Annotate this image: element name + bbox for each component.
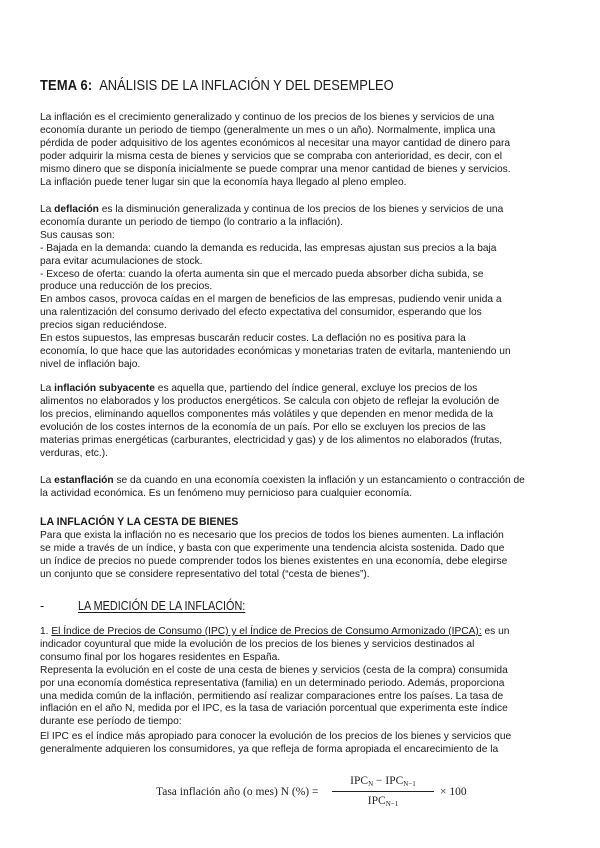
term-deflation: deflación xyxy=(54,204,99,215)
text-line: Representa la evolución en el coste de una cesta de bienes y servicios (cesta de la compra) consumida xyxy=(40,664,508,676)
text-line: la actividad económica. Es un fenómeno muy pernicioso para cualquier economía. xyxy=(40,487,413,499)
text-line: consumo final por los hogares residentes en España. xyxy=(40,651,281,663)
text-line: verduras, etc.). xyxy=(40,447,108,459)
text-line: poder adquirir la misma cesta de bienes y servicios que se compraba con anterioridad, es decir, con el xyxy=(40,150,503,162)
basket-paragraph xyxy=(40,530,562,582)
text-line: evolución de los costes internos de la economía de un país. Por ello se excluyen los precios de las xyxy=(40,421,486,433)
formula-lhs: Tasa inflación año (o mes) N (%) = xyxy=(156,786,319,798)
text-line: economía, lo que hace que las autoridades económicas y monetarias traten de evitarla, manteniendo un xyxy=(40,345,511,357)
text-line xyxy=(40,383,562,396)
text-line: indicador coyuntural que mide la evolución de los precios de los bienes y servicios destinados al xyxy=(40,638,475,650)
formula-operator: − xyxy=(373,775,386,787)
stagflation-paragraph xyxy=(40,475,562,501)
cpi-paragraph xyxy=(40,626,562,729)
text-line: - Exceso de oferta: cuando la oferta aumenta sin que el mercado pueda absorber dicha subida, se xyxy=(40,268,484,280)
formula-subscript: N−1 xyxy=(403,780,416,788)
text-line xyxy=(40,204,562,217)
text-line: una ralentización del consumo derivado del efecto expectativa del consumidor, esperando que los xyxy=(40,307,482,319)
section-heading-basket: LA INFLACIÓN Y LA CESTA DE BIENES xyxy=(40,516,239,528)
section-heading-measurement xyxy=(40,598,560,614)
text-line xyxy=(40,475,562,488)
text-line: Sus causas son: xyxy=(40,229,115,241)
formula-term: IPC xyxy=(350,775,369,787)
text-fragment: es un xyxy=(481,626,510,637)
text-line: economía durante un periodo de tiempo (lo contrario a la inflación). xyxy=(40,216,343,228)
text-line: por una economía doméstica representativa (familia) en un determinado periodo. Además, proporciona xyxy=(40,677,505,689)
bullet-dash: - xyxy=(40,599,45,613)
measurement-heading-text: LA MEDICIÓN DE LA INFLACIÓN: xyxy=(78,599,246,613)
text-line: un índice de precios no puede comprender todos los bienes existentes en una economía, debe elegirse xyxy=(40,555,508,567)
formula-denominator xyxy=(332,794,434,809)
text-fragment: La xyxy=(40,204,55,215)
fraction-bar xyxy=(332,791,434,792)
text-fragment: es aquella que, partiendo del índice general, excluye los precios de los xyxy=(154,383,478,394)
term-stagflation: estanflación xyxy=(54,475,114,486)
text-line: pérdida de poder adquisitivo de los agentes económicos al necesitar una mayor cantidad de dinero para xyxy=(40,137,511,149)
formula-term: IPC xyxy=(385,775,404,787)
text-line: una medida común de la inflación, permitiendo así realizar comparaciones entre los países. La tasa de xyxy=(40,690,504,702)
text-line: precios sigan reduciéndose. xyxy=(40,320,167,332)
cpi-appropriate-paragraph xyxy=(40,731,562,757)
text-fragment: se da cuando en una economía coexisten la inflación y un estancamiento o contracción de xyxy=(113,475,525,486)
text-line: generalmente adquieren los consumidores, ya que refleja de forma apropiada el encarecimiento de la xyxy=(40,743,499,755)
text-line: un conjunto que se considere representativo del total (“cesta de bienes”). xyxy=(40,568,370,580)
text-line: Para que exista la inflación no es necesario que los precios de todos los bienes aumenten. La inflación xyxy=(40,530,504,541)
title-text: ANÁLISIS DE LA INFLACIÓN Y DEL DESEMPLEO xyxy=(99,77,394,94)
formula-numerator xyxy=(332,774,434,789)
text-line: para evitar acumulaciones de stock. xyxy=(40,255,203,267)
text-line: alimentos no elaborados y los productos energéticos. Se calcula con objeto de reflejar la evolución de xyxy=(40,395,500,407)
formula-subscript: N xyxy=(368,780,374,788)
text-line: En estos supuestos, las empresas buscarán reducir costes. La deflación no es positiva para la xyxy=(40,333,466,345)
text-line: materias primas energéticas (carburantes, electricidad y gas) y de los alimentos no elaborados (frutas, xyxy=(40,434,503,446)
text-line xyxy=(40,626,562,639)
text-fragment: La xyxy=(40,475,55,486)
text-line: La inflación puede tener lugar sin que la economía haya llegado al pleno empleo. xyxy=(40,176,407,188)
text-line: se mide a través de un índice, y basta con que experimente una tendencia alcista sostenida. Dado que xyxy=(40,542,505,554)
text-line: durante ese período de tiempo: xyxy=(40,716,182,728)
text-line: inflación en el año N, medida por el IPC, es la tasa de variación porcentual que experimenta este índice xyxy=(40,703,508,715)
text-line: produce una reducción de los precios. xyxy=(40,281,213,293)
text-line: economía durante un periodo de tiempo (generalmente un mes o un año). Normalmente, implica una xyxy=(40,124,496,136)
list-number: 1. xyxy=(40,626,52,637)
text-line: En ambos casos, provoca caídas en el margen de beneficios de las empresas, pudiendo venir unida a xyxy=(40,294,502,306)
inflation-rate-formula xyxy=(156,774,496,810)
deflation-paragraph xyxy=(40,204,562,372)
cpi-title-underlined: El Índice de Precios de Consumo (IPC) y el Índice de Precios de Consumo Armonizado (IPCA): xyxy=(51,626,482,637)
text-line: El IPC es el índice más apropiado para conocer la evolución de los precios de los bienes y servicios que xyxy=(40,731,512,742)
text-fragment: La xyxy=(40,383,55,394)
intro-paragraph xyxy=(40,112,562,189)
formula-fraction xyxy=(332,774,434,809)
formula-term: IPC xyxy=(367,795,386,807)
core-inflation-paragraph xyxy=(40,383,562,460)
text-line: - Bajada en la demanda: cuando la demanda es reducida, las empresas ajustan sus precios a la baja xyxy=(40,242,497,254)
page-title xyxy=(40,77,487,95)
text-fragment: es la disminución generalizada y continua de los precios de los bienes y servicios de una xyxy=(98,204,504,215)
text-line: nivel de inflación bajo. xyxy=(40,358,141,370)
text-line: los precios, eliminando aquellos componentes más volátiles y que dependen en menor medida de la xyxy=(40,408,494,420)
text-line: mismo dinero que se disponía inicialmente se puede comprar una menor cantidad de bienes y servicios. xyxy=(40,163,511,175)
formula-subscript: N−1 xyxy=(385,800,399,808)
formula-multiplier: × 100 xyxy=(440,786,467,798)
title-number: TEMA 6: xyxy=(40,77,93,94)
text-line: La inflación es el crecimiento generalizado y continuo de los precios de los bienes y servicios de una xyxy=(40,112,495,123)
term-core-inflation: inflación subyacente xyxy=(54,383,155,394)
